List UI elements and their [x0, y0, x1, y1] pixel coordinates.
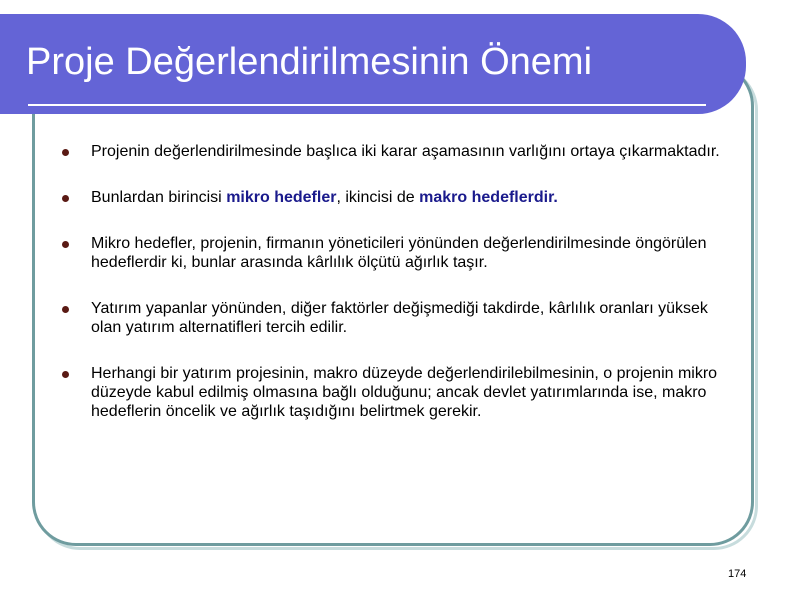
bullet-item [62, 299, 732, 337]
bullet-text-part: , ikincisi de [336, 189, 420, 206]
highlight-term-micro: mikro hedefler [226, 189, 337, 206]
bullet-icon [62, 371, 69, 378]
bullet-text: Mikro hedefler, projenin, firmanın yöneticileri yönünden değerlendirilmesinde öngörülen hedeflerdir ki, bunlar arasında kârlılık ölçütü ağırlık taşır. [91, 235, 707, 271]
highlight-term-macro: makro hedeflerdir. [419, 189, 558, 206]
bullet-text: Yatırım yapanlar yönünden, diğer faktörler değişmediği takdirde, kârlılık oranları yüksek olan yatırım alternatifleri tercih edilir. [91, 300, 708, 336]
slide-title: Proje Değerlendirilmesinin Önemi [26, 41, 593, 83]
bullet-text: Projenin değerlendirilmesinde başlıca iki karar aşamasının varlığını ortaya çıkarmaktadır. [91, 143, 720, 160]
bullet-list [62, 142, 732, 421]
bullet-text: Herhangi bir yatırım projesinin, makro düzeyde değerlendirilebilmesinin, o projenin mikro düzeyde kabul edilmiş olmasına bağlı olduğunu; ancak devlet yatırımlarında ise, makro hedeflerin öncelik ve ağırlık taşıdığını belirtmek gerekir. [91, 365, 718, 420]
title-underline [28, 104, 706, 106]
bullet-item [62, 234, 732, 272]
bullet-item [62, 188, 732, 207]
bullet-icon [62, 241, 69, 248]
bullet-text-part: Bunlardan birincisi [91, 189, 227, 206]
bullet-icon [62, 149, 69, 156]
bullet-icon [62, 195, 69, 202]
bullet-item [62, 364, 732, 421]
page-number: 174 [728, 568, 747, 580]
bullet-item [62, 142, 732, 161]
bullet-icon [62, 306, 69, 313]
